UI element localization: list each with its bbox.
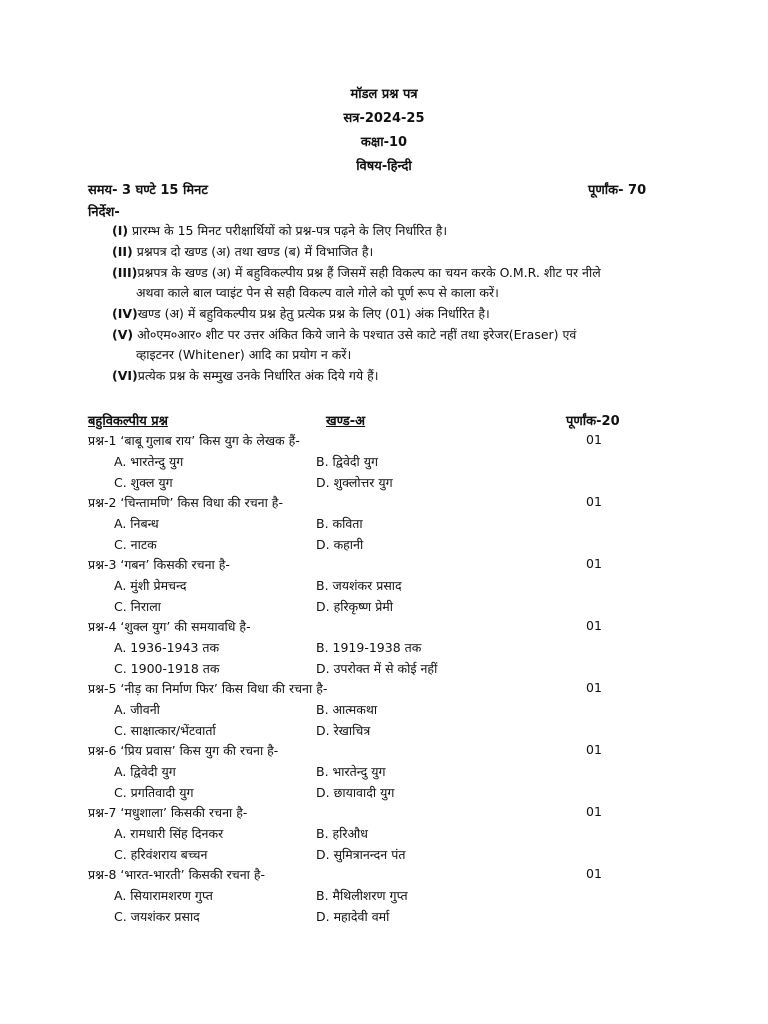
question-marks: 01 [586, 680, 602, 695]
option-c: C. हरिवंशराय बच्चन [114, 847, 208, 862]
instructions-heading: निर्देश- [88, 205, 120, 220]
option-d: D. रेखाचित्र [316, 723, 371, 738]
option-b: B. हरिऔध [316, 826, 368, 841]
option-a: A. निबन्ध [114, 516, 159, 531]
option-c: C. साक्षात्कार/भेंटवार्ता [114, 723, 216, 738]
option-b: B. भारतेन्दु युग [316, 764, 386, 779]
time-label: समय- 3 घण्टे 15 मिनट [88, 183, 208, 198]
option-a: A. 1936-1943 तक [114, 640, 220, 655]
question-row [88, 494, 688, 514]
option-a: A. द्विवेदी युग [114, 764, 176, 779]
question-row [88, 866, 688, 886]
question-text: प्रश्न-5 ‘नीड़ का निर्माण फिर’ किस विधा की रचना है- [88, 681, 328, 696]
option-a: A. सियारामशरण गुप्त [114, 888, 213, 903]
option-c: C. जयशंकर प्रसाद [114, 909, 200, 924]
session-label: सत्र-2024-25 [343, 111, 425, 126]
option-b: B. 1919-1938 तक [316, 640, 422, 655]
option-d: D. हरिकृष्ण प्रेमी [316, 599, 394, 614]
section-name-label: खण्ड-अ [326, 414, 366, 429]
option-c: C. निराला [114, 599, 161, 614]
instruction-item: (III)प्रश्नपत्र के खण्ड (अ) में बहुविकल्पीय प्रश्न हैं जिसमें सही विकल्प का चयन करके O.M.R. शीट पर नीले अथवा काले बाल प्वाइंट पेन से सही विकल्प वाले गोले को पूर्ण रूप से काला करें। [112, 265, 601, 300]
option-d: D. छायावादी युग [316, 785, 395, 800]
option-d: D. उपरोक्त में से कोई नहीं [316, 661, 438, 676]
option-a: A. भारतेन्दु युग [114, 454, 184, 469]
question-text: प्रश्न-8 ‘भारत-भारती’ किसकी रचना है- [88, 867, 266, 882]
option-a: A. जीवनी [114, 702, 160, 717]
instruction-item: (VI)प्रत्येक प्रश्न के सम्मुख उनके निर्धारित अंक दिये गये हैं। [112, 368, 379, 383]
question-row [88, 742, 688, 762]
option-d: D. सुमित्रानन्दन पंत [316, 847, 406, 862]
option-c: C. 1900-1918 तक [114, 661, 220, 676]
option-d: D. कहानी [316, 537, 364, 552]
paper-title: मॉडल प्रश्न पत्र [350, 87, 418, 102]
instruction-item: (V) ओ०एम०आर० शीट पर उत्तर अंकित किये जाने के पश्चात उसे काटे नहीं तथा इरेजर(Eraser) एवं व्हाइटनर (Whitener) आदि का प्रयोग न करें। [112, 327, 577, 362]
question-text: प्रश्न-1 ‘बाबू गुलाब राय’ किस युग के लेखक हैं- [88, 433, 300, 448]
question-marks: 01 [586, 742, 602, 757]
option-b: B. मैथिलीशरण गुप्त [316, 888, 408, 903]
instruction-item: (I) प्रारम्भ के 15 मिनट परीक्षार्थियों को प्रश्न-पत्र पढ़ने के लिए निर्धारित है। [112, 223, 448, 238]
instruction-item: (II) प्रश्नपत्र दो खण्ड (अ) तथा खण्ड (ब) में विभाजित है। [112, 244, 374, 259]
question-row [88, 556, 688, 576]
option-c: C. शुक्ल युग [114, 475, 173, 490]
question-marks: 01 [586, 866, 602, 881]
question-text: प्रश्न-7 ‘मधुशाला’ किसकी रचना है- [88, 805, 248, 820]
option-a: A. मुंशी प्रेमचन्द [114, 578, 187, 593]
section-marks-label: पूर्णांक-20 [566, 414, 620, 429]
option-b: B. आत्मकथा [316, 702, 378, 717]
option-b: B. द्विवेदी युग [316, 454, 379, 469]
option-b: B. कविता [316, 516, 363, 531]
option-c: C. नाटक [114, 537, 157, 552]
class-label: कक्षा-10 [360, 135, 408, 150]
question-text: प्रश्न-6 ‘प्रिय प्रवास’ किस युग की रचना है- [88, 743, 279, 758]
question-marks: 01 [586, 556, 602, 571]
total-marks-label: पूर्णांक- 70 [588, 183, 647, 198]
question-text: प्रश्न-4 ‘शुक्ल युग’ की समयावधि है- [88, 619, 251, 634]
question-text: प्रश्न-2 ‘चिन्तामणि’ किस विधा की रचना है- [88, 495, 283, 510]
question-row [88, 680, 688, 700]
option-d: D. महादेवी वर्मा [316, 909, 390, 924]
instruction-item: (IV)खण्ड (अ) में बहुविकल्पीय प्रश्न हेतु प्रत्येक प्रश्न के लिए (01) अंक निर्धारित है। [112, 306, 490, 321]
question-row [88, 804, 688, 824]
question-marks: 01 [586, 618, 602, 633]
section-type-label: बहुविकल्पीय प्रश्न [88, 414, 168, 429]
option-a: A. रामधारी सिंह दिनकर [114, 826, 224, 841]
option-c: C. प्रगतिवादी युग [114, 785, 194, 800]
option-b: B. जयशंकर प्रसाद [316, 578, 402, 593]
question-marks: 01 [586, 432, 602, 447]
question-text: प्रश्न-3 ‘गबन’ किसकी रचना है- [88, 557, 230, 572]
question-row [88, 432, 688, 452]
question-marks: 01 [586, 804, 602, 819]
option-d: D. शुक्लोत्तर युग [316, 475, 393, 490]
question-row [88, 618, 688, 638]
question-marks: 01 [586, 494, 602, 509]
subject-label: विषय-हिन्दी [356, 159, 412, 174]
